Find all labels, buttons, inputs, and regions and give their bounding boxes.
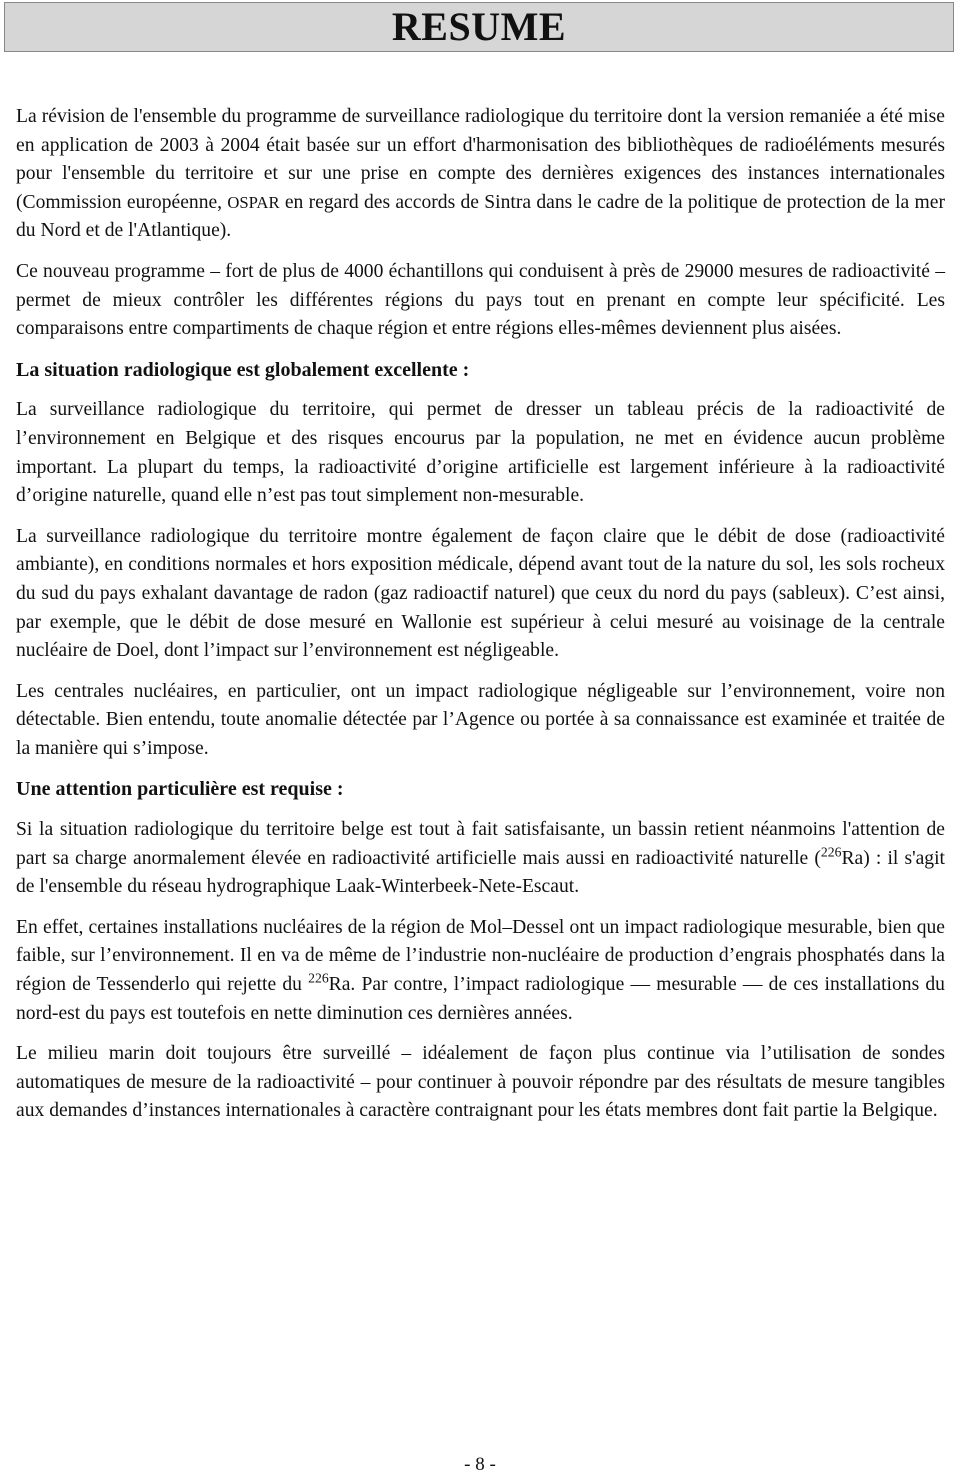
title-banner [4,2,954,52]
paragraph-basin-end: Ra) : il s'agit de l'ensemble du réseau hydrographique Laak-Winterbeek-Nete-Escaut. [16,847,945,898]
document-body [16,103,945,1138]
radium-isotope-superscript: 226 [820,844,842,860]
section-heading-attention: Une attention particulière est requise : [16,778,344,801]
paragraph-basin [16,816,945,902]
paragraph-intro [16,103,945,246]
section-heading-excellent: La situation radiologique est globalement excellente : [16,358,470,381]
paragraph-intro-end: en regard des accords de Sintra dans le cadre de la politique de protection de la mer du Nord et de l'Atlantique). [16,191,945,242]
paragraph-surveillance: La surveillance radiologique du territoire, qui permet de dresser un tableau précis de la radioactivité de l’environnement en Belgique et des risques encourus par la population, ne met en évidence aucun problème important. La plupart du temps, la radioactivité d’origine artificielle est largement inférieure à la radioactivité d’origine naturelle, quand elle n’est pas tout simplement non-mesurable. [16,399,945,507]
paragraph-installations [16,914,945,1028]
radium-isotope-superscript-2: 226 [308,970,329,986]
paragraph-programme: Ce nouveau programme – fort de plus de 4000 échantillons qui conduisent à près de 29000 mesures de radioactivité – permet de mieux contrôler les différentes régions du pays tout en prenant en compte leur spécificité. Les comparaisons entre compartiments de chaque région et entre régions elles-mêmes deviennent plus aisées. [16,260,945,340]
paragraph-marine: Le milieu marin doit toujours être surveillé – idéalement de façon plus continue via l’utilisation de sondes automatiques de mesure de la radioactivité – pour continuer à pouvoir répondre par des résultats de mesure tangibles aux demandes d’instances internationales à caractère contraignant pour les états membres dont fait partie la Belgique. [16,1043,945,1122]
page-number: - 8 - [464,1454,496,1475]
paragraph-dose-rate: La surveillance radiologique du territoire montre également de façon claire que le débit de dose (radioactivité ambiante), en conditions normales et hors exposition médicale, dépend avant tout de la nature du sol, les sols rocheux du sud du pays exhalant davantage de radon (gaz radioactif naturel) que ceux du nord du pays (sableux). C’est ainsi, par exemple, que le débit de dose mesuré en Wallonie est supérieur à celui mesuré au voisinage de la centrale nucléaire de Doel, dont l’impact sur l’environnement est négligeable. [16,525,945,662]
paragraph-installations-end: Ra. Par contre, l’impact radiologique — mesurable — de ces installations du nord-est du pays est toutefois en nette diminution ces dernières années. [16,974,945,1024]
ospar-acronym: OSPAR [227,192,280,212]
paragraph-intro-text: La révision de l'ensemble du programme de surveillance radiologique du territoire dont la version remaniée a été mise en application de 2003 à 2004 était basée sur un effort d'harmonisation des bibliothèques de radioéléments mesurés pour l'ensemble du territoire et sur une prise en compte des dernières exigences des instances internationales (Commission européenne, [16,106,945,213]
page-title: RESUME [391,4,567,49]
paragraph-installations-text: En effet, certaines installations nucléaires de la région de Mol–Dessel ont un impact radiologique mesurable, bien que faible, sur l’environnement. Il en va de même de l’industrie non-nucléaire de production d’engrais phosphatés dans la région de Tessenderlo qui rejette du [16,916,945,996]
paragraph-nuclear-plants: Les centrales nucléaires, en particulier, ont un impact radiologique négligeable sur l’environnement, voire non détectable. Bien entendu, toute anomalie détectée par l’Agence ou portée à sa connaissance est examinée et traitée de la manière qui s’impose. [16,680,945,759]
paragraph-basin-text: Si la situation radiologique du territoire belge est tout à fait satisfaisante, un bassin retient néanmoins l'attention de part sa charge anormalement élevée en radioactivité artificielle mais aussi en radioactivité naturelle ( [16,819,945,869]
